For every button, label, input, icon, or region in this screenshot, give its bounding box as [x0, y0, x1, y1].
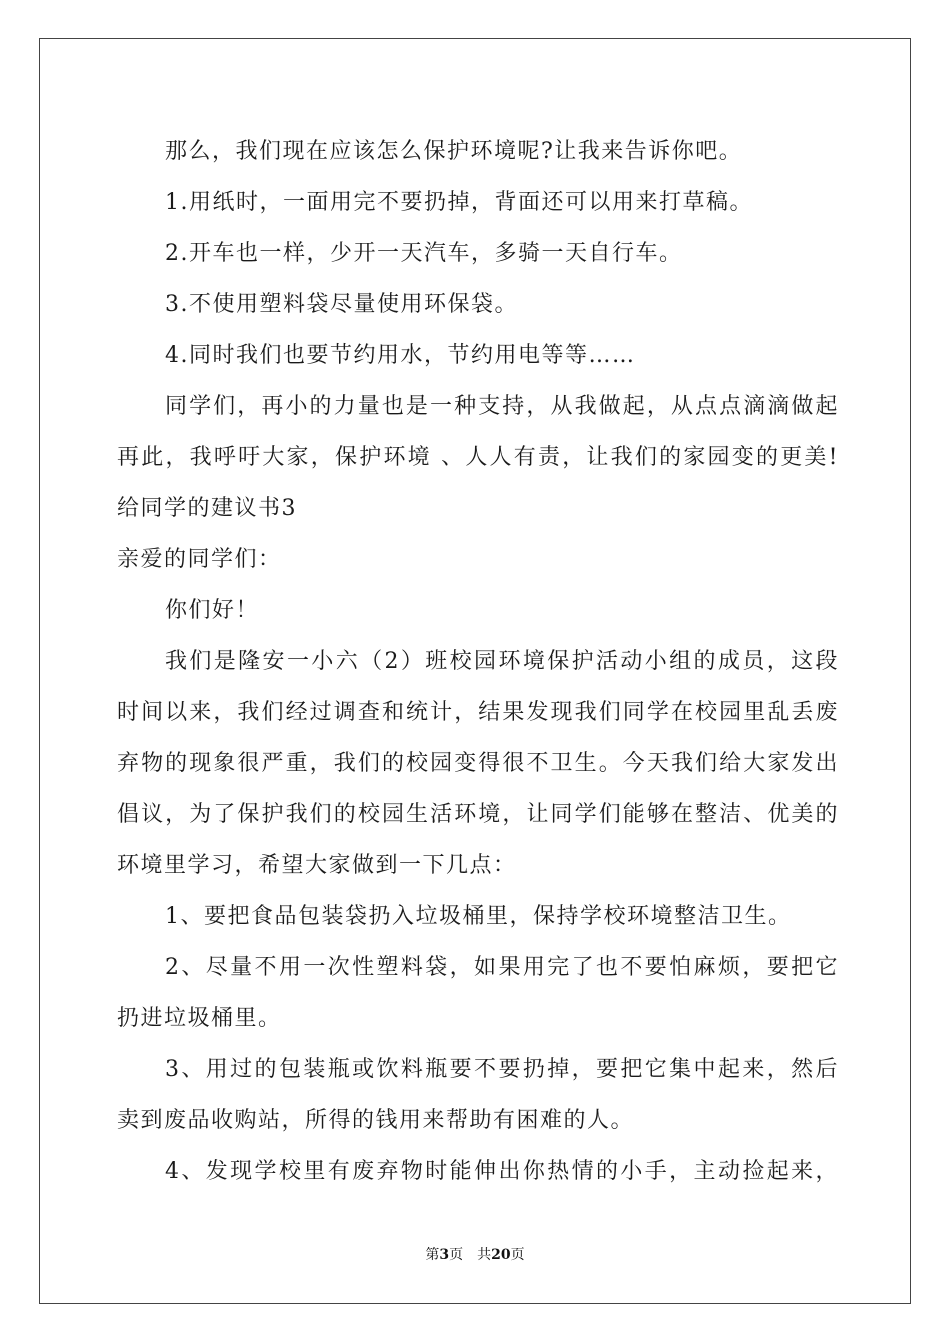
paragraph-line: 弃物的现象很严重，我们的校园变得很不卫生。今天我们给大家发出 [117, 751, 839, 776]
list-item: 3.不使用塑料袋尽量使用环保袋。 [165, 292, 518, 317]
document-body [117, 126, 839, 1197]
paragraph-line: 我们是隆安一小六（2）班校园环境保护活动小组的成员，这段 [165, 649, 839, 674]
paragraph-line: 时间以来，我们经过调查和统计，结果发现我们同学在校园里乱丢废 [117, 700, 839, 725]
salutation: 亲爱的同学们： [117, 547, 282, 572]
total-page-number: 20 [491, 1247, 511, 1263]
section-title: 给同学的建议书3 [117, 496, 297, 521]
list-item: 2、尽量不用一次性塑料袋，如果用完了也不要怕麻烦，要把它 [165, 955, 839, 980]
paragraph-line: 倡议，为了保护我们的校园生活环境，让同学们能够在整洁、优美的 [117, 802, 839, 827]
footer-middle: 页 共 [449, 1247, 492, 1263]
list-item: 4.同时我们也要节约用水，节约用电等等…… [165, 343, 636, 368]
footer-prefix: 第 [425, 1247, 440, 1263]
page-footer [0, 1244, 950, 1264]
list-item: 4、发现学校里有废弃物时能伸出你热情的小手，主动捡起来， [165, 1159, 839, 1184]
current-page-number: 3 [439, 1247, 450, 1263]
list-item: 1.用纸时，一面用完不要扔掉，背面还可以用来打草稿。 [165, 190, 753, 215]
paragraph-line: 同学们，再小的力量也是一种支持，从我做起，从点点滴滴做起 [165, 394, 839, 419]
paragraph-line: 环境里学习，希望大家做到一下几点： [117, 853, 517, 878]
paragraph-line: 扔进垃圾桶里。 [117, 1006, 282, 1031]
paragraph-line: 那么，我们现在应该怎么保护环境呢?让我来告诉你吧。 [165, 139, 743, 164]
list-item: 2.开车也一样，少开一天汽车，多骑一天自行车。 [165, 241, 683, 266]
footer-suffix: 页 [510, 1247, 525, 1263]
list-item: 1、要把食品包装袋扔入垃圾桶里，保持学校环境整洁卫生。 [165, 904, 792, 929]
paragraph-line: 卖到废品收购站，所得的钱用来帮助有困难的人。 [117, 1108, 635, 1133]
paragraph-line: 再此，我呼吁大家，保护环境 、人人有责，让我们的家园变的更美! [117, 445, 839, 470]
list-item: 3、用过的包装瓶或饮料瓶要不要扔掉，要把它集中起来，然后 [165, 1057, 839, 1082]
greeting: 你们好！ [165, 598, 260, 623]
